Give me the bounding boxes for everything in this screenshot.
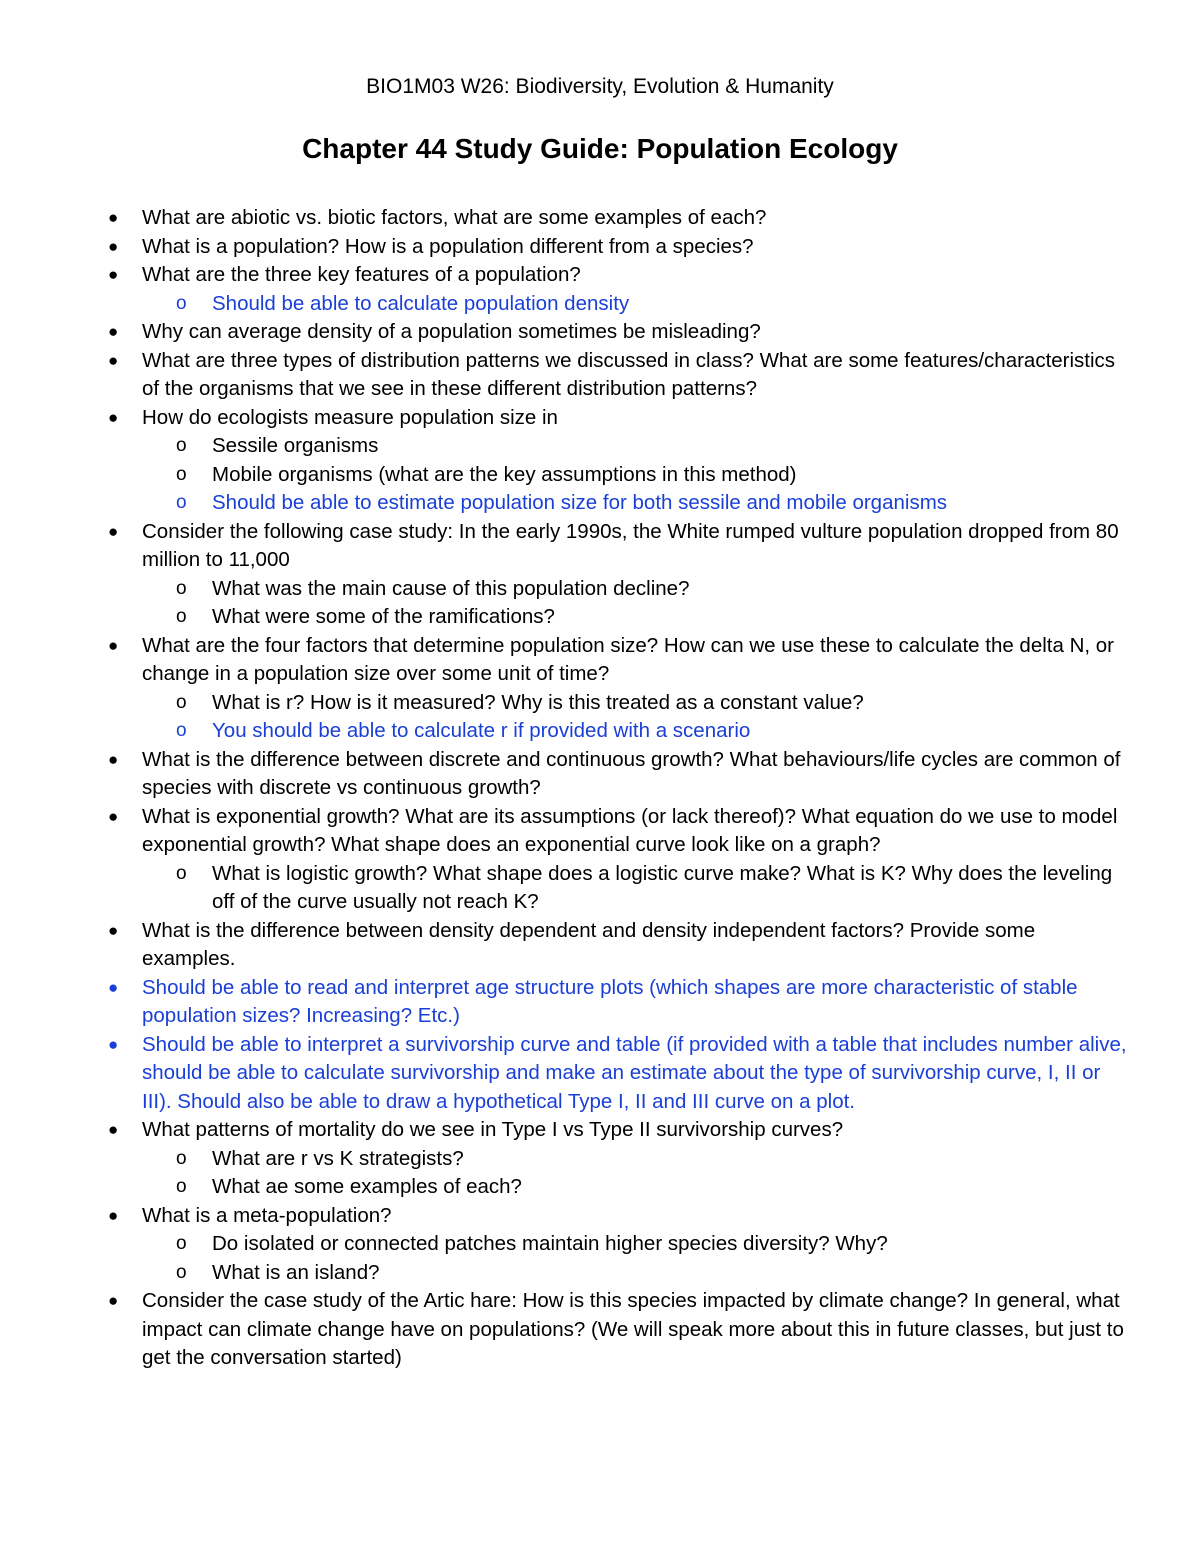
list-item bbox=[176, 689, 1127, 718]
sub-bullet-marker: o bbox=[176, 435, 187, 456]
bullet-marker: ● bbox=[108, 322, 119, 341]
sub-bullet-marker: o bbox=[176, 1176, 187, 1197]
list-item bbox=[108, 404, 1127, 433]
bullet-marker: ● bbox=[108, 265, 119, 284]
bullet-marker: ● bbox=[108, 977, 119, 997]
sub-bullet-marker: o bbox=[176, 720, 187, 741]
bullet-marker: ● bbox=[108, 1034, 119, 1054]
list-item-text: Should be able to estimate population size for both sessile and mobile organisms bbox=[212, 491, 948, 514]
list-item-text: What ae some examples of each? bbox=[212, 1175, 522, 1198]
bullet-marker: ● bbox=[108, 806, 119, 826]
bullet-marker: ● bbox=[108, 635, 119, 655]
list-item-text: Why can average density of a population sometimes be misleading? bbox=[142, 320, 761, 343]
list-item bbox=[176, 860, 1127, 917]
list-item bbox=[176, 1145, 1127, 1174]
bullet-marker: ● bbox=[108, 407, 119, 427]
sub-bullet-marker: o bbox=[176, 1261, 187, 1283]
list-item-text: What were some of the ramifications? bbox=[212, 605, 555, 628]
list-item-text: What are three types of distribution patterns we discussed in class? What are some features/characteristics of the organisms that we see in these different distribution patterns? bbox=[142, 348, 1116, 400]
list-item-text: What was the main cause of this population decline? bbox=[212, 576, 690, 600]
bullet-marker: ● bbox=[108, 1291, 119, 1310]
list-item-text: What is r? How is it measured? Why is this treated as a constant value? bbox=[212, 690, 864, 714]
list-item bbox=[176, 432, 1127, 461]
bullet-marker: ● bbox=[108, 920, 119, 940]
bullet-marker: ● bbox=[108, 749, 119, 769]
list-item bbox=[108, 746, 1127, 803]
list-item bbox=[176, 290, 1127, 319]
bullet-marker: ● bbox=[108, 208, 119, 227]
page-title: Chapter 44 Study Guide: Population Ecology bbox=[302, 133, 898, 164]
list-item bbox=[108, 1116, 1127, 1145]
list-item-text: What is an island? bbox=[212, 1260, 380, 1284]
sub-bullet-marker: o bbox=[176, 463, 187, 485]
list-item bbox=[108, 1287, 1127, 1373]
list-item-text: What are abiotic vs. biotic factors, what are some examples of each? bbox=[142, 206, 767, 229]
sub-bullet-marker: o bbox=[176, 862, 187, 884]
study-guide-list bbox=[0, 204, 1200, 1373]
bullet-marker: ● bbox=[108, 1120, 119, 1139]
list-item bbox=[108, 1031, 1127, 1117]
list-item-text: Should be able to read and interpret age structure plots (which shapes are more characteristic of stable population sizes? Increasing? Etc.) bbox=[142, 975, 1078, 1027]
list-item-text: Mobile organisms (what are the key assumptions in this method) bbox=[212, 462, 797, 486]
list-item-text: What are r vs K strategists? bbox=[212, 1146, 464, 1170]
sub-bullet-marker: o bbox=[176, 606, 187, 627]
list-item bbox=[108, 347, 1127, 404]
list-item bbox=[176, 1230, 1127, 1259]
list-item bbox=[176, 575, 1127, 604]
bullet-marker: ● bbox=[108, 521, 119, 541]
list-item bbox=[176, 1259, 1127, 1288]
list-item-text: What patterns of mortality do we see in Type I vs Type II survivorship curves? bbox=[142, 1118, 844, 1141]
list-item bbox=[108, 318, 1127, 347]
list-item-text: How do ecologists measure population size in bbox=[142, 405, 558, 429]
list-item-text: Consider the case study of the Artic hare: How is this species impacted by climate change? In general, what impact can climate change have on populations? (We will speak more about this in future classes, but just to get the conversation started) bbox=[142, 1289, 1124, 1369]
list-item-text: What is logistic growth? What shape does a logistic curve make? What is K? Why does the leveling off of the curve usually not reach K? bbox=[212, 861, 1113, 913]
list-item-text: Do isolated or connected patches maintain higher species diversity? Why? bbox=[212, 1232, 888, 1255]
sub-bullet-marker: o bbox=[176, 691, 187, 713]
list-item bbox=[176, 717, 1127, 746]
list-item-text: Consider the following case study: In the early 1990s, the White rumped vulture population dropped from 80 million to 11,000 bbox=[142, 519, 1119, 571]
list-item-text: Should be able to calculate population density bbox=[212, 291, 630, 315]
list-item-text: What is exponential growth? What are its assumptions (or lack thereof)? What equation do we use to model exponential growth? What shape does an exponential curve look like on a graph? bbox=[142, 804, 1118, 856]
list-item-text: What is the difference between density dependent and density independent factors? Provide some examples. bbox=[142, 918, 1036, 970]
sub-bullet-marker: o bbox=[176, 1233, 187, 1254]
list-item-text: You should be able to calculate r if provided with a scenario bbox=[212, 719, 751, 742]
list-item bbox=[176, 1173, 1127, 1202]
list-item bbox=[176, 461, 1127, 490]
list-item-text: What is a population? How is a population different from a species? bbox=[142, 234, 754, 258]
list-item bbox=[108, 632, 1127, 689]
list-item bbox=[108, 803, 1127, 860]
sub-bullet-marker: o bbox=[176, 492, 187, 513]
list-item bbox=[108, 917, 1127, 974]
list-item bbox=[108, 974, 1127, 1031]
list-item-text: Should be able to interpret a survivorship curve and table (if provided with a table that includes number alive, should be able to calculate survivorship and make an estimate about the type of survivorship curve, I, II or III). Should also be able to draw a hypothetical Type I, II and III curve on a plot. bbox=[142, 1032, 1127, 1113]
list-item-text: What are the three key features of a population? bbox=[142, 263, 581, 286]
list-item bbox=[176, 489, 1127, 518]
list-item-text: Sessile organisms bbox=[212, 434, 379, 457]
list-item bbox=[108, 261, 1127, 290]
sub-bullet-marker: o bbox=[176, 1147, 187, 1169]
list-item bbox=[108, 233, 1127, 262]
list-item bbox=[108, 204, 1127, 233]
course-header: BIO1M03 W26: Biodiversity, Evolution & Humanity bbox=[366, 75, 834, 98]
list-item bbox=[108, 1202, 1127, 1231]
list-item-text: What is the difference between discrete and continuous growth? What behaviours/life cycles are common of species with discrete vs continuous growth? bbox=[142, 747, 1121, 799]
bullet-marker: ● bbox=[108, 1205, 119, 1225]
list-item bbox=[176, 603, 1127, 632]
bullet-marker: ● bbox=[108, 236, 119, 256]
sub-bullet-marker: o bbox=[176, 292, 187, 314]
list-item-text: What are the four factors that determine population size? How can we use these to calculate the delta N, or change in a population size over some unit of time? bbox=[142, 633, 1115, 685]
sub-bullet-marker: o bbox=[176, 577, 187, 599]
list-item bbox=[108, 518, 1127, 575]
list-item-text: What is a meta-population? bbox=[142, 1203, 392, 1227]
bullet-marker: ● bbox=[108, 350, 119, 370]
